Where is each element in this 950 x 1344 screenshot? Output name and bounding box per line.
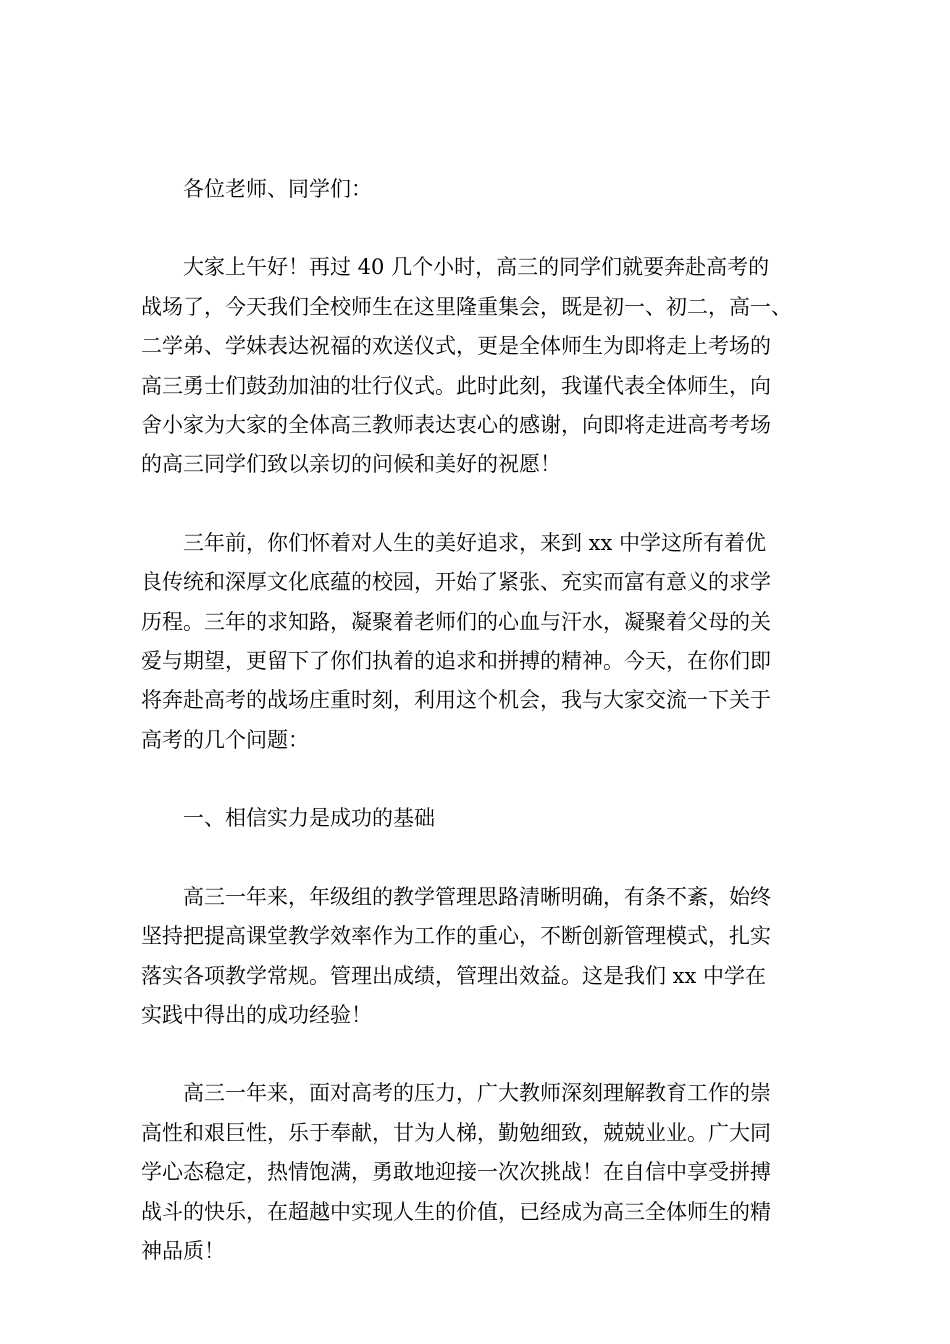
salutation: 各位老师、同学们： [183,177,372,201]
paragraph-greeting: 大家上午好！再过 40 几个小时，高三的同学们就要奔赴高考的 战场了，今天我们全校师生在这里隆重集会，既是初一、初二，高一、 二学弟、学妹表达祝福的欢送仪式，更是全体师生为即将走上考场的 高三勇士们鼓劲加油的壮行仪式。此时此刻，我谨代表全体师生，向 舍小家为大家的全体高三教师表达衷心的感谢，向即将走进高考考场 的高三同学们致以亲切的问候和美好的祝愿！ [141,255,792,477]
section-heading-1: 一、相信实力是成功的基础 [183,806,435,831]
paragraph-grade-management: 高三一年来，年级组的教学管理思路清晰明确，有条不紊，始终 坚持把提高课堂教学效率作为工作的重心，不断创新管理模式，扎实 落实各项教学常规。管理出成绩，管理出效益。这是我们 xx 中学在 实践中得出的成功经验！ [141,884,771,1027]
document-body [141,170,813,1310]
paragraph-three-years-ago: 三年前，你们怀着对人生的美好追求，来到 xx 中学这所有着优 良传统和深厚文化底蕴的校园，开始了紧张、充实而富有意义的求学 历程。三年的求知路，凝聚着老师们的心血与汗水，凝聚着父母的关 爱与期望，更留下了你们执着的追求和拼搏的精神。今天，在你们即 将奔赴高考的战场庄重时刻，利用这个机会，我与大家交流一下关于 高考的几个问题： [141,530,771,752]
paragraph-teachers-students: 高三一年来，面对高考的压力，广大教师深刻理解教育工作的崇 高性和艰巨性，乐于奉献，甘为人梯，勤勉细致，兢兢业业。广大同 学心态稳定，热情饱满，勇敢地迎接一次次挑战！在自信中享受拼搏 战斗的快乐，在超越中实现人生的价值，已经成为高三全体师生的精 神品质！ [141,1081,771,1263]
